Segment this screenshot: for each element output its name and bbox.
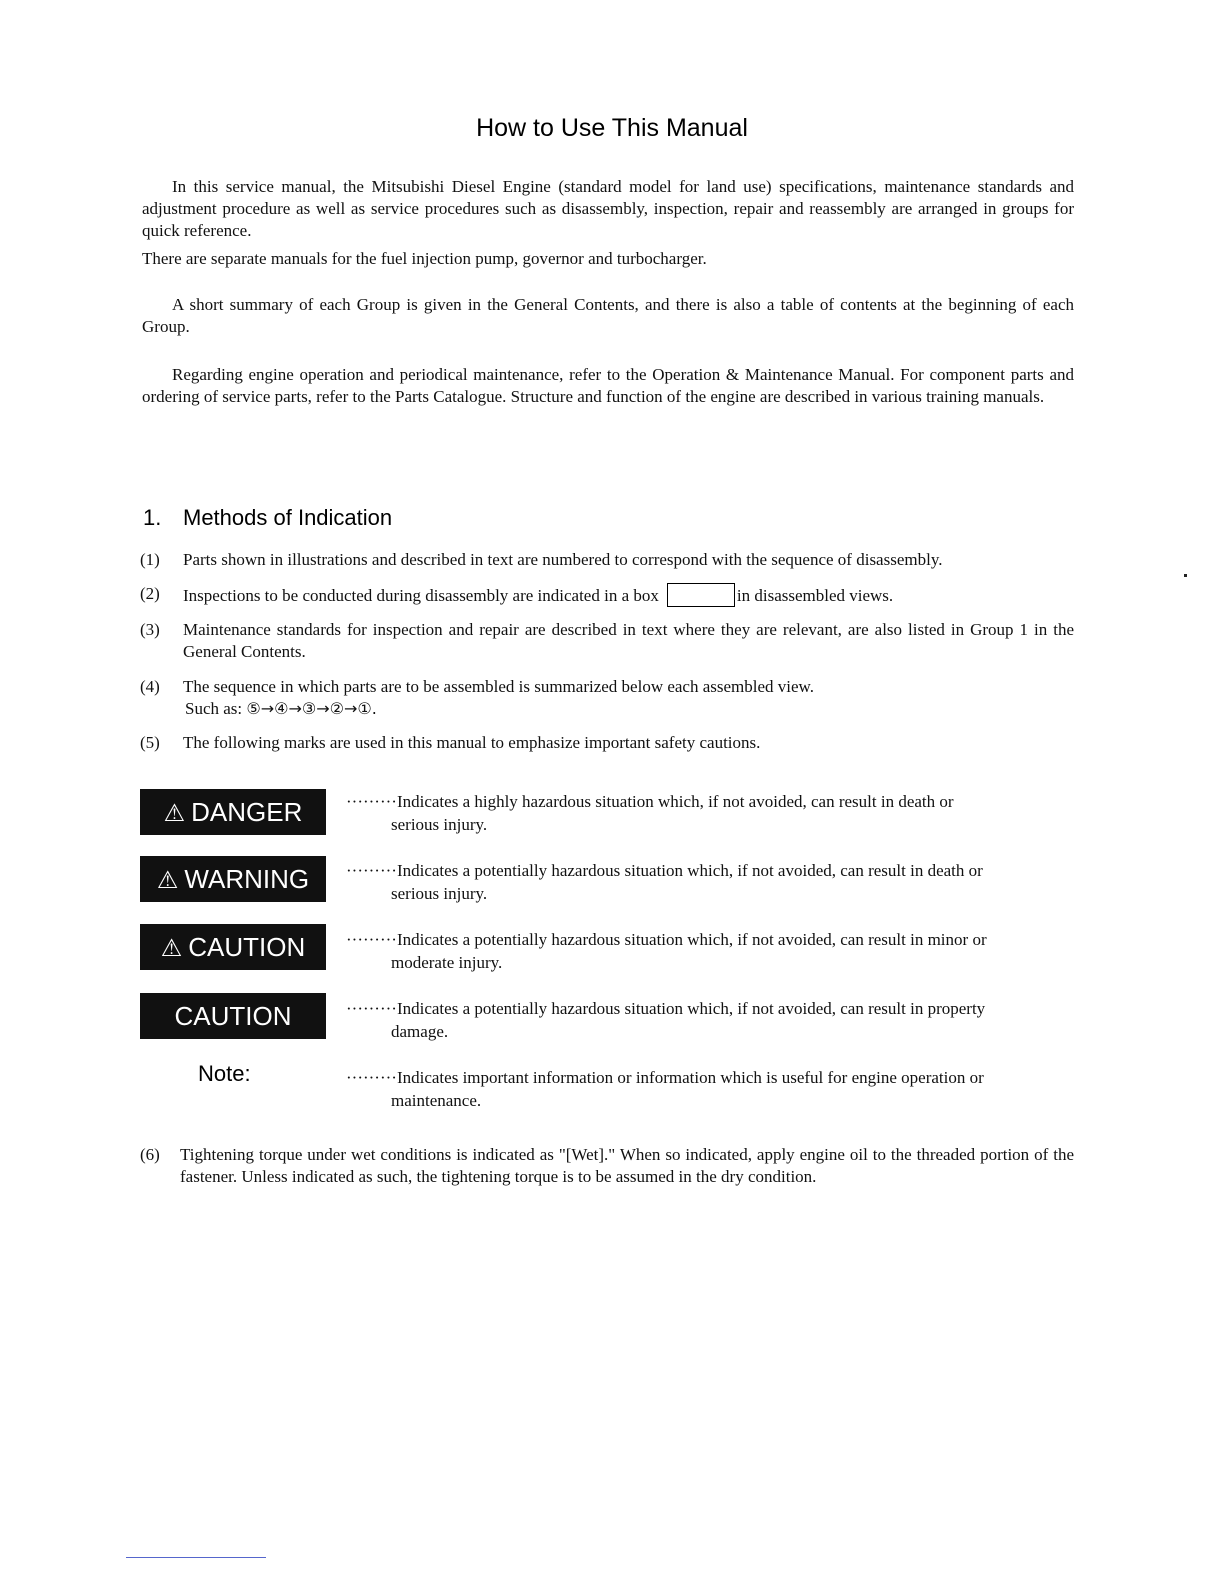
danger-mark: ⚠ DANGER: [140, 789, 326, 835]
intro-paragraph-2: There are separate manuals for the fuel injection pump, governor and turbocharger.: [142, 249, 707, 268]
list-item: [140, 619, 1074, 663]
example-label: Such as:: [185, 699, 243, 718]
footer-rule: [126, 1557, 266, 1558]
list-item: [140, 676, 1074, 720]
warning-mark: ⚠ WARNING: [140, 856, 326, 902]
list-item: [140, 1144, 1074, 1188]
scan-speck: [1184, 574, 1187, 577]
section-heading: [143, 505, 392, 531]
assembly-sequence: ⑤→④→③→②→①.: [246, 699, 377, 718]
item-text: The following marks are used in this manual to emphasize important safety cautions.: [183, 733, 761, 752]
list-item: [140, 583, 1074, 607]
list-item: [140, 549, 1074, 571]
danger-description: ·········Indicates a highly hazardous situation which, if not avoided, can result in death or serious injury.: [346, 792, 954, 834]
intro-paragraph-1: In this service manual, the Mitsubishi Diesel Engine (standard model for land use) specifications, maintenance standards and adjustment procedure as well as service procedures such as disassembly, inspection, repair and reassembly are arranged in groups for quick reference.: [142, 177, 1074, 240]
item-text: Maintenance standards for inspection and repair are described in text where they are relevant, are also listed in Group 1 in the General Contents.: [183, 620, 1074, 661]
inspection-box-sample: [667, 583, 735, 607]
section-title: Methods of Indication: [183, 505, 393, 530]
item-number: (3): [140, 620, 160, 639]
item-number: (4): [140, 677, 160, 696]
item-number: (1): [140, 550, 160, 569]
caution-mark-with-icon: ⚠ CAUTION: [140, 924, 326, 970]
property-caution-description: ·········Indicates a potentially hazardous situation which, if not avoided, can result in property damage.: [346, 999, 986, 1041]
intro-paragraph-4: Regarding engine operation and periodical maintenance, refer to the Operation & Maintenance Manual. For component parts and ordering of service parts, refer to the Parts Catalogue. Structure and function of the engine are described in various training manuals.: [142, 365, 1074, 406]
item-number: (2): [140, 584, 160, 603]
note-description: ·········Indicates important information or information which is useful for engine operation or maintenance.: [346, 1068, 984, 1110]
note-label: Note:: [198, 1061, 251, 1086]
intro-paragraph-3: A short summary of each Group is given in the General Contents, and there is also a table of contents at the beginning of each Group.: [142, 295, 1074, 336]
item-text: Inspections to be conducted during disassembly are indicated in a box: [183, 586, 659, 605]
item-text: Tightening torque under wet conditions is indicated as "[Wet]." When so indicated, apply engine oil to the threaded portion of the fastener. Unless indicated as such, the tightening torque is to be assumed in the dry condition.: [180, 1145, 1074, 1186]
page-title: How to Use This Manual: [476, 114, 748, 142]
warning-triangle-icon: ⚠: [163, 800, 186, 827]
caution-mark: CAUTION: [140, 993, 326, 1039]
caution-description: ·········Indicates a potentially hazardous situation which, if not avoided, can result in minor or moderate injury.: [346, 930, 987, 972]
item-text: The sequence in which parts are to be assembled is summarized below each assembled view.: [183, 677, 814, 696]
item-text-after: in disassembled views.: [736, 586, 894, 605]
item-text: Parts shown in illustrations and described in text are numbered to correspond with the sequence of disassembly.: [183, 550, 943, 569]
warning-description: ·········Indicates a potentially hazardous situation which, if not avoided, can result in death or serious injury.: [346, 861, 983, 903]
item-number: (5): [140, 733, 160, 752]
item-number: (6): [140, 1145, 160, 1164]
list-item: [140, 732, 1074, 754]
section-number: 1.: [143, 505, 162, 530]
warning-triangle-icon: ⚠: [160, 935, 183, 962]
warning-triangle-icon: ⚠: [156, 867, 179, 894]
